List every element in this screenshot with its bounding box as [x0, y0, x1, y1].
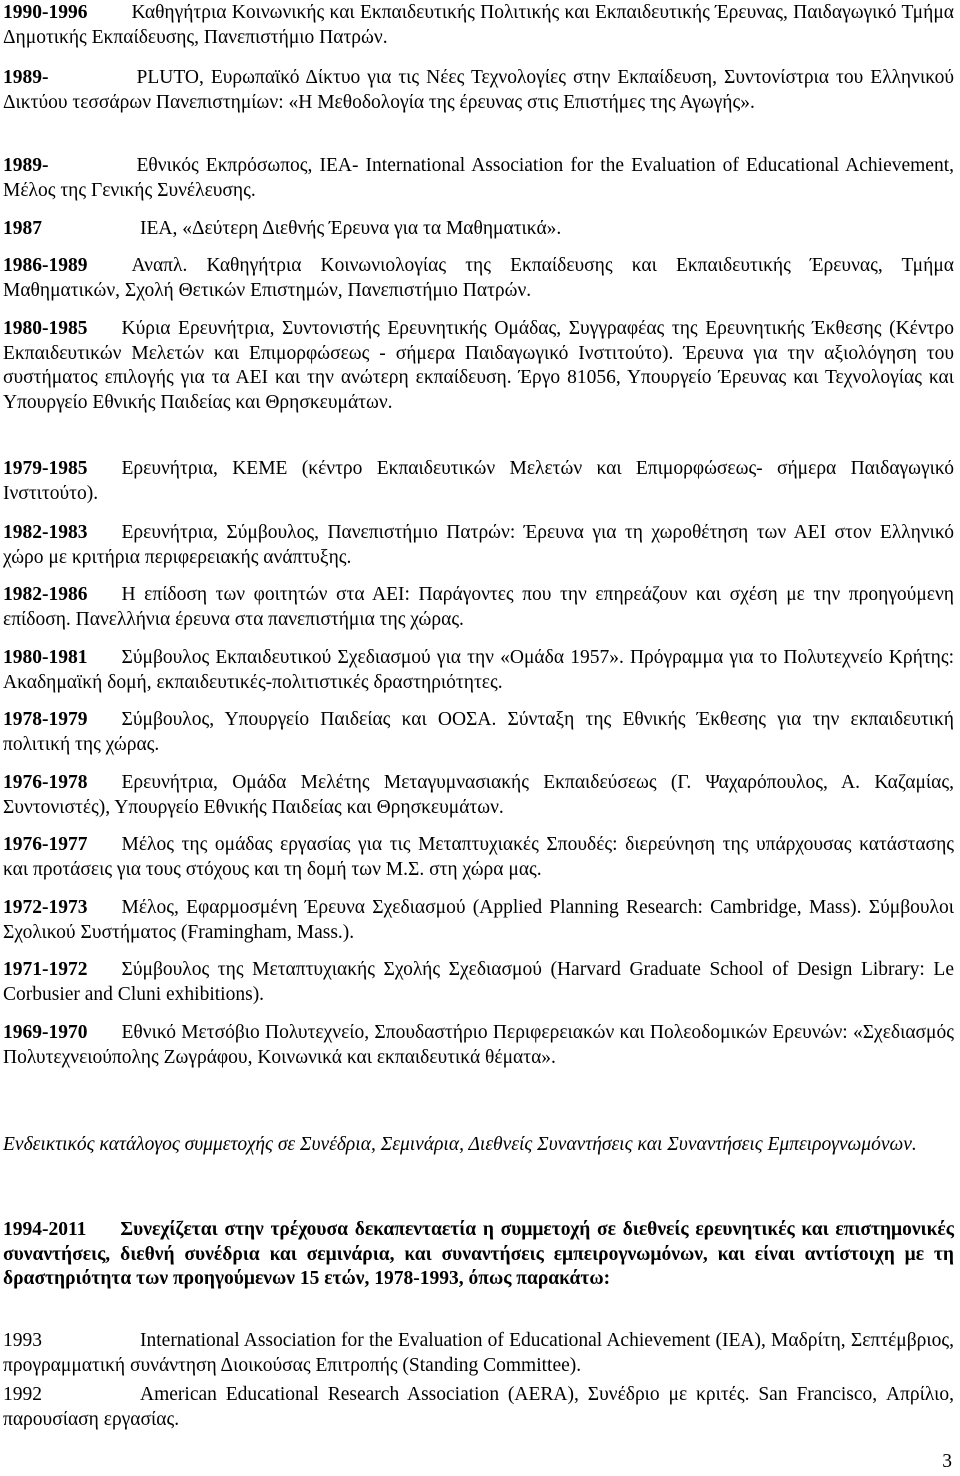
cv-entry — [3, 771, 954, 820]
cv-entry — [3, 457, 954, 506]
cv-entry — [3, 66, 954, 115]
entry-text: Η επίδοση των φοιτητών στα ΑΕΙ: Παράγοντες που την επηρεάζουν και σχέση με την προηγούμενη επίδοση. Πανελλήνια έρευνα στα πανεπιστήμια της χώρας. — [3, 584, 954, 630]
entry-text: Σύμβουλος, Υπουργείο Παιδείας και ΟΟΣΑ. Σύνταξη της Εθνικής Έκθεσης για την εκπαιδευτική πολιτική της χώρας. — [3, 709, 954, 755]
cv-entry — [3, 1, 954, 50]
entry-text: Κύρια Ερευνήτρια, Συντονιστής Ερευνητικής Ομάδας, Συγγραφέας της Ερευνητικής Έκθεσης (Κέντρο Εκπαιδευτικών Μελετών και Επιμορφώσεως - σήμερα Παιδαγωγικό Ινστιτούτο). Έρευνα για την αξιολόγηση του συστήματος επιλογής για τα ΑΕΙ και την ανώτερη εκπαίδευση. Έργο 81056, Υπουργείο Έρευνας και Τεχνολογίας και Υπουργείο Εθνικής Παιδείας και Θρησκευμάτων. — [3, 318, 954, 413]
cv-entry — [3, 646, 954, 695]
entry-year: 1982-1983 — [3, 522, 88, 543]
cv-entry — [3, 896, 954, 945]
entry-year: 1978-1979 — [3, 709, 88, 730]
cv-entry — [3, 317, 954, 415]
conference-entry — [3, 1383, 954, 1432]
cv-entry — [3, 1021, 954, 1070]
cv-entry — [3, 708, 954, 757]
entry-text: Μέλος, Εφαρμοσμένη Έρευνα Σχεδιασμού (Applied Planning Research: Cambridge, Mass). Σύμβουλοι Σχολικού Συστήματος (Framingham, Mass.). — [3, 897, 954, 943]
entry-year: 1976-1977 — [3, 834, 88, 855]
entry-year: 1972-1973 — [3, 897, 88, 918]
entry-year: 1980-1985 — [3, 318, 88, 339]
cv-entry — [3, 254, 954, 303]
entry-text: Ερευνήτρια, ΚΕΜΕ (κέντρο Εκπαιδευτικών Μελετών και Επιμορφώσεως- σήμερα Παιδαγωγικό Ινστιτούτο). — [3, 458, 954, 504]
entry-text: International Association for the Evaluation of Educational Achievement (IEA), Μαδρίτη, Σεπτέμβριος, προγραμματική συνάντηση Διοικούσας Επιτροπής (Standing Committee). — [3, 1330, 954, 1376]
cv-entry — [3, 217, 954, 242]
page-number: 3 — [942, 1451, 952, 1472]
cv-entry — [3, 154, 954, 203]
cv-entry — [3, 833, 954, 882]
section-heading: Ενδεικτικός κατάλογος συμμετοχής σε Συνέδρια, Σεμινάρια, Διεθνείς Συναντήσεις και Συναντήσεις Εμπειρογνωμόνων. — [3, 1134, 917, 1155]
entry-text: IEA, «Δεύτερη Διεθνής Έρευνα για τα Μαθηματικά». — [140, 218, 562, 239]
cv-entry — [3, 958, 954, 1007]
entry-year: 1990-1996 — [3, 2, 88, 23]
entry-year: 1986-1989 — [3, 255, 88, 276]
conference-entry — [3, 1329, 954, 1378]
entry-text: Εθνικό Μετσόβιο Πολυτεχνείο, Σπουδαστήριο Περιφερειακών και Πολεοδομικών Ερευνών: «Σχεδιασμός Πολυτεχνειούπολης Ζωγράφου, Κοινωνικά και εκπαιδευτικά θέματα». — [3, 1022, 954, 1068]
entry-text: Σύμβουλος της Μεταπτυχιακής Σχολής Σχεδιασμού (Harvard Graduate School of Design Library: Le Corbusier and Cluni exhibitions). — [3, 959, 954, 1005]
entry-year: 1969-1970 — [3, 1022, 88, 1043]
bold-entry — [3, 1218, 954, 1292]
entry-year: 1993 — [3, 1330, 42, 1351]
entry-year: 1989- — [3, 67, 49, 88]
entry-text: Ερευνήτρια, Σύμβουλος, Πανεπιστήμιο Πατρών: Έρευνα για τη χωροθέτηση των ΑΕΙ στον Ελληνικό χώρο με κριτήρια περιφερειακής ανάπτυξης. — [3, 522, 954, 568]
entry-year: 1987 — [3, 218, 42, 239]
entry-year: 1976-1978 — [3, 772, 88, 793]
entry-text: Καθηγήτρια Κοινωνικής και Εκπαιδευτικής Πολιτικής και Εκπαιδευτικής Έρευνας, Παιδαγωγικό Τμήμα Δημοτικής Εκπαίδευσης, Πανεπιστήμιο Πατρών. — [3, 2, 954, 48]
entry-year: 1980-1981 — [3, 647, 88, 668]
entry-text: Συνεχίζεται στην τρέχουσα δεκαπενταετία η συμμετοχή σε διεθνείς ερευνητικές και επιστημονικές συναντήσεις, διεθνή συνέδρια και σεμινάρια, και συναντήσεις εμπειρογνωμόνων, και είναι αντίστοιχη με τη δραστηριότητα των προηγούμενων 15 ετών, 1978-1993, όπως παρακάτω: — [3, 1219, 954, 1289]
entry-text: American Educational Research Association (AERA), Συνέδριο με κριτές. San Francisco, Απρίλιο, παρουσίαση εργασίας. — [3, 1384, 954, 1430]
entry-text: Ερευνήτρια, Ομάδα Μελέτης Μεταγυμνασιακής Εκπαιδεύσεως (Γ. Ψαχαρόπουλος, Α. Καζαμίας, Συντονιστές), Υπουργείο Εθνικής Παιδείας και Θρησκευμάτων. — [3, 772, 954, 818]
entry-text: Εθνικός Εκπρόσωπος, IEA- International Association for the Evaluation of Educational Achievement, Μέλος της Γενικής Συνέλευσης. — [3, 155, 954, 201]
entry-year: 1992 — [3, 1384, 42, 1405]
entry-text: Σύμβουλος Εκπαιδευτικού Σχεδιασμού για την «Ομάδα 1957». Πρόγραμμα για το Πολυτεχνείο Κρήτης: Ακαδημαϊκή δομή, εκπαιδευτικές-πολιτιστικές δραστηριότητες. — [3, 647, 954, 693]
entry-year: 1979-1985 — [3, 458, 88, 479]
entry-text: Μέλος της ομάδας εργασίας για τις Μεταπτυχιακές Σπουδές: διερεύνηση της υπάρχουσας κατάστασης και προτάσεις για τους στόχους και τη δομή των Μ.Σ. στη χώρα μας. — [3, 834, 954, 880]
entry-year: 1971-1972 — [3, 959, 88, 980]
entry-year: 1982-1986 — [3, 584, 88, 605]
cv-entry — [3, 521, 954, 570]
entry-text: PLUTO, Ευρωπαϊκό Δίκτυο για τις Νέες Τεχνολογίες στην Εκπαίδευση, Συντονίστρια του Ελληνικού Δικτύου τεσσάρων Πανεπιστημίων: «Η Μεθοδολογία της έρευνας στις Επιστήμες της Αγωγής». — [3, 67, 954, 113]
entry-year: 1989- — [3, 155, 49, 176]
cv-entry — [3, 583, 954, 632]
entry-year: 1994-2011 — [3, 1219, 87, 1240]
entry-text: Αναπλ. Καθηγήτρια Κοινωνιολογίας της Εκπαίδευσης και Εκπαιδευτικής Έρευνας, Τμήμα Μαθηματικών, Σχολή Θετικών Επιστημών, Πανεπιστήμιο Πατρών. — [3, 255, 954, 301]
